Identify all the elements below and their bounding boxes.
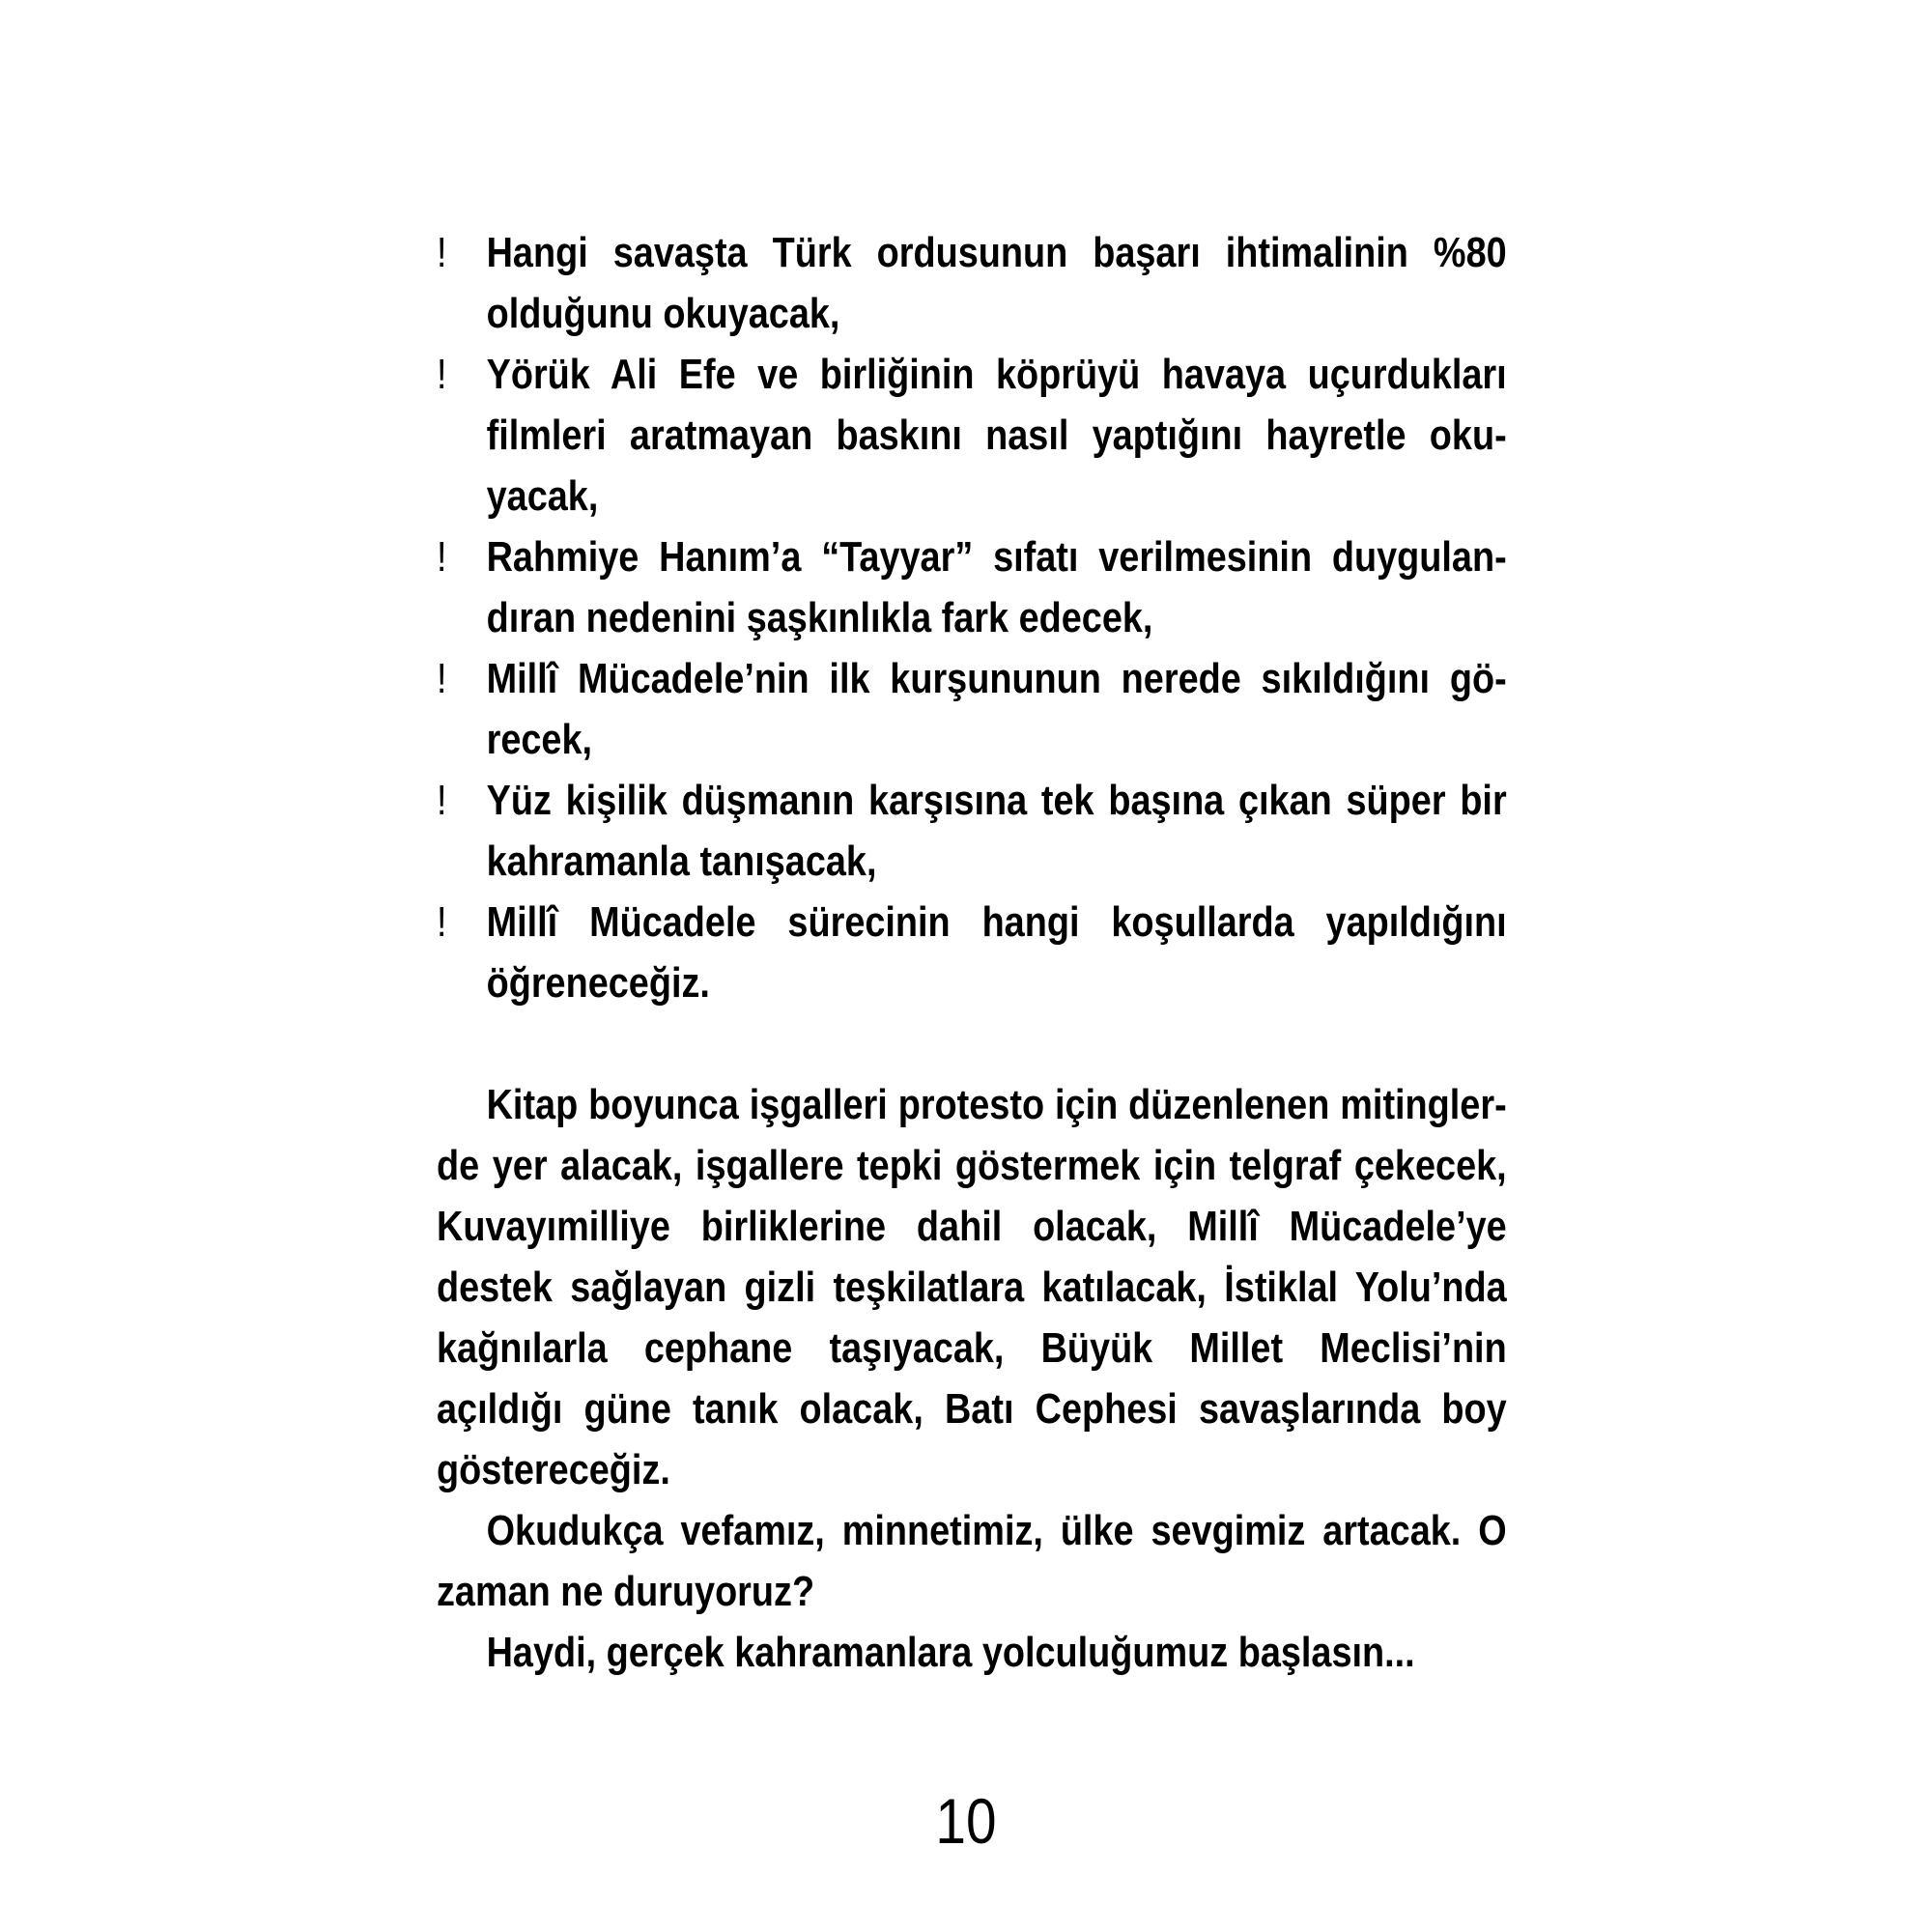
list-item (437, 526, 1507, 648)
paragraph: Haydi, gerçek kahramanlara yolculuğumuz başlasın... (486, 1629, 1415, 1676)
list-item-text: Millî Mücadele sürecinin hangi koşullarda yapıldığını öğreneceğiz. (486, 898, 1507, 1007)
exclamation-icon: ! (437, 898, 447, 946)
list-item-text: Yörük Ali Efe ve birliğinin köprüyü havaya uçurdukları filmleri aratmayan baskını nasıl yaptığını hayretle okuyacak, (486, 351, 1507, 520)
bullet-list (437, 222, 1507, 1013)
list-item-text: Rahmiye Hanım’a “Tayyar” sıfatı verilmesinin duygulandıran nedenini şaşkınlıkla fark edecek, (486, 533, 1507, 641)
list-item-text: Hangi savaşta Türk ordusunun başarı ihtimalinin %80 olduğunu okuyacak, (486, 229, 1507, 337)
list-item (437, 648, 1507, 770)
exclamation-icon: ! (437, 777, 447, 824)
page-number: 10 (935, 1785, 997, 1857)
list-item-text: Millî Mücadele’nin ilk kurşununun nerede sıkıldığını görecek, (486, 655, 1507, 763)
paragraph: Kitap boyunca işgalleri protesto için düzenlenen mitinglerde yer alacak, işgallere tepki göstermek için telgraf çekecek, Kuvayımilliye birliklerine dahil olacak, Millî Mücadele’ye destek sağlayan gizli teşkilatlara katılacak, İstiklal Yolu’nda kağnılarla cephane taşıyacak, Büyük Millet Meclisi’nin açıldığı güne tanık olacak, Batı Cephesi savaşlarında boy göstereceğiz. (437, 1081, 1507, 1493)
exclamation-icon: ! (437, 351, 447, 398)
exclamation-icon: ! (437, 655, 447, 702)
exclamation-icon: ! (437, 229, 447, 276)
paragraph: Okudukça vefamız, minnetimiz, ülke sevgimiz artacak. O zaman ne duruyoruz? (437, 1507, 1507, 1615)
list-item-text: Yüz kişilik düşmanın karşısına tek başına çıkan süper bir kahramanla tanışacak, (486, 777, 1507, 885)
body-paragraphs (437, 1074, 1507, 1683)
list-item (437, 892, 1507, 1013)
list-item (437, 770, 1507, 892)
page-body (437, 222, 1507, 1683)
exclamation-icon: ! (437, 533, 447, 581)
list-item (437, 344, 1507, 526)
list-item (437, 222, 1507, 344)
